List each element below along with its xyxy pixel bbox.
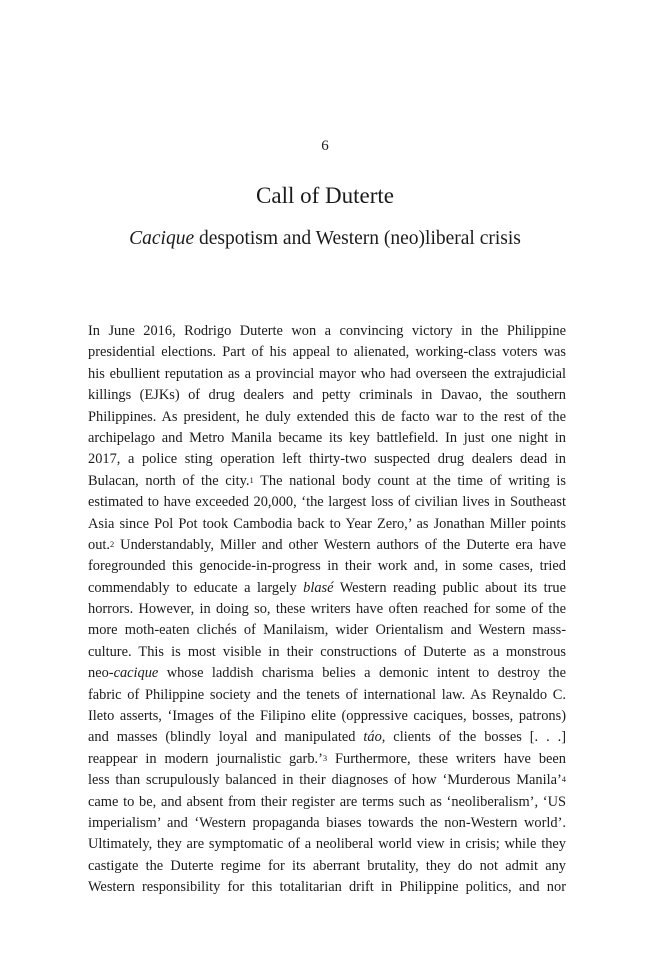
text-line [88, 620, 566, 641]
text-run: , clients of the bosses [. . .] [381, 729, 566, 746]
text-run: Asia since Pol Pot took Cambodia back to Year Zero,’ as Jonathan Miller points [88, 515, 566, 532]
text-run: blasé [303, 579, 334, 596]
text-line [88, 663, 566, 684]
text-run: and masses (blindly loyal and manipulated [88, 729, 364, 746]
text-run: killings (EJKs) of drug dealers and petty criminals in Davao, the southern [88, 387, 566, 404]
text-run: culture. This is most visible in their constructions of Duterte as a monstrous [88, 643, 566, 660]
text-line [88, 514, 566, 535]
text-line [88, 385, 566, 406]
text-line [88, 834, 566, 855]
text-line [88, 792, 566, 813]
text-run: reappear in modern journalistic garb.’ [88, 750, 323, 767]
footnote-marker: 3 [322, 752, 328, 763]
text-run: fabric of Philippine society and the tenets of international law. As Reynaldo C. [88, 686, 566, 703]
text-line [88, 856, 566, 877]
footnote-marker: 4 [561, 774, 566, 785]
text-run: whose laddish charisma belies a demonic intent to destroy the [158, 665, 566, 682]
text-run: more moth-eaten clichés of Manilaism, wider Orientalism and Western mass- [88, 622, 566, 639]
text-line [88, 642, 566, 663]
text-run: 2017, a police sting operation left thirty-two suspected drug dealers dead in [88, 451, 566, 468]
text-line [88, 492, 566, 513]
text-run: The national body count at the time of writing is [253, 472, 566, 489]
text-run: his ebullient reputation as a provincial mayor who had overseen the extrajudicial [88, 365, 566, 382]
chapter-subtitle-italic: Cacique [129, 228, 195, 249]
text-run: Furthermore, these writers have been [327, 750, 566, 767]
text-line [88, 599, 566, 620]
text-run: out. [88, 536, 110, 553]
text-run: horrors. However, in doing so, these writers have often reached for some of the [88, 601, 566, 618]
text-line [88, 364, 566, 385]
text-run: less than scrupulously balanced in their diagnoses of how ‘Murderous Manila’ [88, 772, 562, 789]
body-paragraph [88, 321, 566, 899]
text-line [88, 706, 566, 727]
text-run: Bulacan, north of the city. [88, 472, 250, 489]
chapter-subtitle [0, 226, 650, 252]
chapter-title: Call of Duterte [256, 183, 394, 208]
text-line [88, 471, 566, 492]
footnote-marker: 1 [249, 474, 254, 485]
text-run: táo [363, 729, 382, 746]
text-line [88, 428, 566, 449]
text-line [88, 535, 566, 556]
text-run: commendably to educate a largely [88, 579, 304, 596]
text-run: Western responsibility for this totalitarian drift in Philippine politics, and nor [88, 879, 566, 896]
chapter-subtitle-rest: despotism and Western (neo)liberal crisis [194, 228, 521, 249]
text-line [88, 749, 566, 770]
text-run: presidential elections. Part of his appeal to alienated, working-class voters was [88, 344, 566, 361]
text-run: came to be, and absent from their register are terms such as ‘neoliberalism’, ‘US [88, 793, 566, 810]
text-run: Philippines. As president, he duly extended this de facto war to the rest of the [88, 408, 566, 425]
text-line [88, 578, 566, 599]
text-run: Understandably, Miller and other Western authors of the Duterte era have [114, 536, 566, 553]
text-run: cacique [113, 665, 159, 682]
text-run: neo- [88, 665, 114, 682]
text-run: foregrounded this genocide-in-progress in their work and, in some cases, tried [88, 558, 566, 575]
chapter-number: 6 [321, 138, 329, 154]
text-run: estimated to have exceeded 20,000, ‘the largest loss of civilian lives in Southeast [88, 494, 566, 511]
text-run: Ultimately, they are symptomatic of a neoliberal world view in crisis; while they [88, 836, 566, 853]
text-run: Ileto asserts, ‘Images of the Filipino elite (oppressive caciques, bosses, patrons) [88, 708, 566, 725]
text-run: Western reading public about its true [333, 579, 566, 596]
text-line [88, 556, 566, 577]
text-line [88, 407, 566, 428]
text-line [88, 813, 566, 834]
text-run: castigate the Duterte regime for its aberrant brutality, they do not admit any [88, 857, 566, 874]
text-line [88, 727, 566, 748]
text-line [88, 449, 566, 470]
text-run: imperialism’ and ‘Western propaganda biases towards the non-Western world’. [88, 814, 566, 831]
text-line [88, 321, 566, 342]
text-run: archipelago and Metro Manila became its key battlefield. In just one night in [88, 429, 566, 446]
text-run: In June 2016, Rodrigo Duterte won a convincing victory in the Philippine [88, 323, 566, 339]
text-line [88, 685, 566, 706]
text-line [88, 877, 566, 898]
text-line [88, 770, 566, 791]
footnote-marker: 2 [110, 538, 115, 549]
text-line [88, 342, 566, 363]
